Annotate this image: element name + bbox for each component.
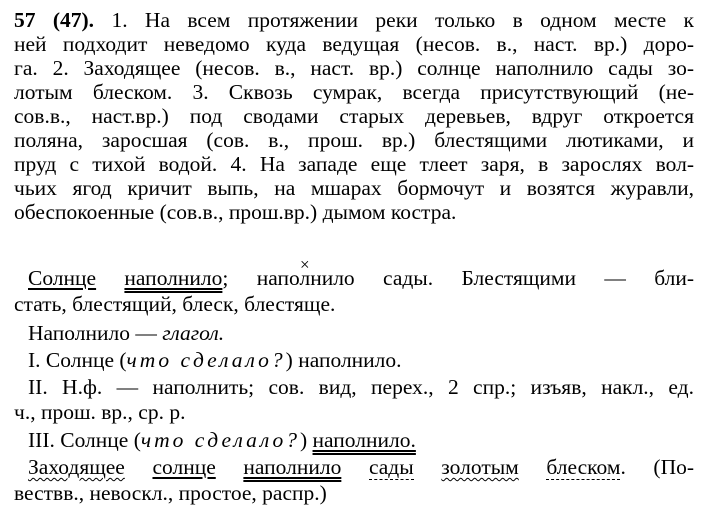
attribute-word: Заходящее xyxy=(28,455,125,479)
question: что сделало? xyxy=(140,428,300,452)
attribute-word: золотым xyxy=(441,455,519,479)
analysis-line-2: стать, блестящий, блеск, блестяще. xyxy=(14,292,336,316)
exercise-line-2: ней подходит неведомо куда ведущая (несов. в., наст. вр.) доро- xyxy=(14,32,694,56)
part-of-speech-line: Наполнило — глагол. xyxy=(28,321,225,345)
stress-word: напол ×нило xyxy=(257,266,355,290)
part-of-speech-label: глагол. xyxy=(162,321,225,345)
predicate-word: наполнило xyxy=(124,266,223,290)
exercise-line-9: обеспокоенные (сов.в., прош.вр.) дымом костра. xyxy=(14,200,457,224)
parse-point-1: I. Солнце (что сделало?) наполнило. xyxy=(28,348,402,372)
sentence-parse-line: Заходящее солнце наполнило сады золотым блеском. (По- xyxy=(28,455,695,479)
exercise-line-5: сов.в., наст.вр.) под сводами старых деревьев, вдруг откроется xyxy=(14,104,694,128)
parse-point-2-cont: ч., прош. вр., ср. р. xyxy=(14,400,186,424)
exercise-line-6: поляна, заросшая (сов. в., прош. вр.) блестящими лютиками, и xyxy=(14,128,694,152)
predicate-word: наполнило. xyxy=(312,428,416,452)
stress-mark: л × xyxy=(299,266,310,290)
exercise-line-3: га. 2. Заходящее (несов. в., наст. вр.) солнце наполнило сады зо- xyxy=(14,56,694,80)
parse-point-2: II. Н.ф. — наполнить; сов. вид, перех., 2 спр.; изъяв, накл., ед. xyxy=(28,375,694,399)
predicate-word: наполнило xyxy=(243,455,342,479)
subject-word: Солнце xyxy=(28,266,97,290)
exercise-line-8: чьих ягод кричит выпь, на мшарах бормочут и возятся журавли, xyxy=(14,176,694,200)
sentence-parse-line-2: вествв., невоскл., простое, распр.) xyxy=(14,481,327,505)
question: что сделало? xyxy=(126,348,286,372)
exercise-line-4: лотым блеском. 3. Сквозь сумрак, всегда присутствующий (не- xyxy=(14,80,694,104)
analysis-line-1: Солнце наполнило; напол ×нило сады. Блестящими — бли- xyxy=(28,266,694,290)
parse-point-3: III. Солнце (что сделало?) наполнило. xyxy=(28,428,416,452)
object-word: сады xyxy=(368,455,414,479)
exercise-number: 57 (47). xyxy=(14,8,95,32)
subject-word: солнце xyxy=(152,455,216,479)
exercise-line-1: 57 (47). 1. На всем протяжении реки только в одном месте к xyxy=(14,8,694,32)
exercise-line-7: пруд с тихой водой. 4. На западе еще тлеет заря, в зарослях вол- xyxy=(14,152,694,176)
object-word: блеском xyxy=(546,455,621,479)
